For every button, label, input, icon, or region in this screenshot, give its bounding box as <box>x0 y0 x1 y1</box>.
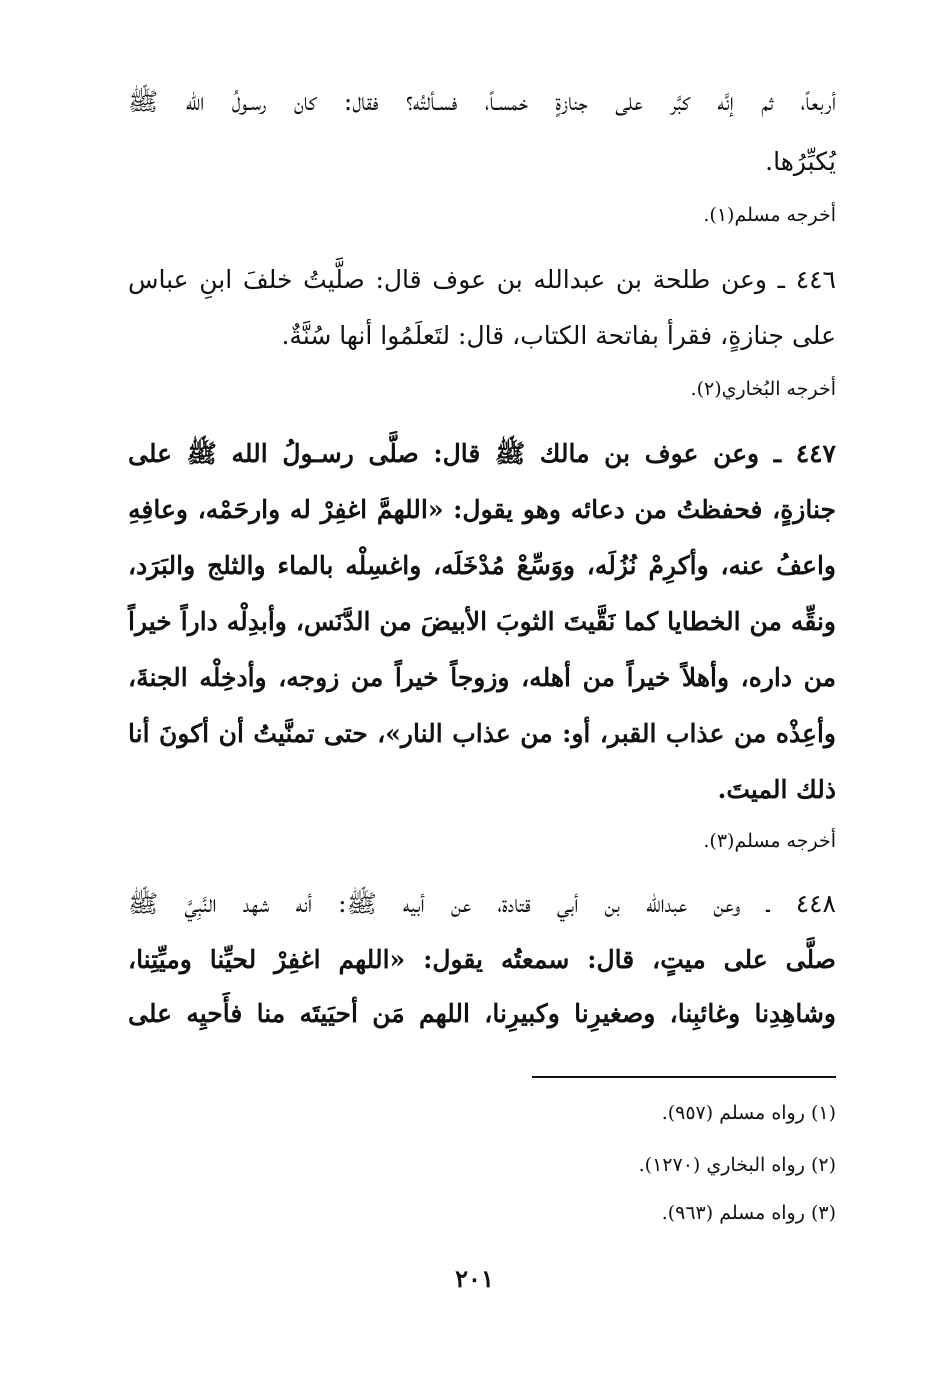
page-number: ٢٠١ <box>455 1264 494 1293</box>
footnote: (٣) رواه مسلم (٩٦٣). <box>661 1202 836 1224</box>
footnote: (٢) رواه البخاري (١٢٧٠). <box>638 1154 836 1176</box>
text-line: أربعاً، ثم إنَّه كبَّر على جنازةٍ خمسـاً، فسـألتُه؟ فقال: كان رسـولُ الله ﷺ <box>128 87 836 116</box>
text-line: ٤٤٦ ـ وعن طلحة بن عبدالله بن عوف قال: صلَّيتُ خلفَ ابنِ عباس <box>128 265 836 294</box>
footnote-divider <box>532 1076 836 1078</box>
source-note: أخرجه مسلم(٣). <box>703 830 836 852</box>
text-line: يُكبِّرُها. <box>765 147 836 176</box>
source-note: أخرجه البُخاري(٢). <box>690 378 836 400</box>
text-line: جنازةٍ، فحفظتُ من دعائه وهو يقول: «اللهمَّ اغفِرْ له وارحَمْه، وعافِهِ <box>128 495 836 524</box>
text-line: على جنازةٍ، فقرأ بفاتحة الكتاب، قال: لتَعلَمُوا أنها سُنَّةٌ. <box>281 321 836 350</box>
text-line: ٤٤٨ ـ وعن عبدالله بن أبي قتادة، عن أبيه ﷺ: أنه شهد النَّبِيَّ ﷺ <box>128 889 836 918</box>
text-line: من داره، وأهلاً خيراً من أهله، وزوجاً خيراً من زوجه، وأدخِلْه الجنةَ، <box>128 663 836 692</box>
source-note: أخرجه مسلم(١). <box>703 204 836 226</box>
text-line: واعفُ عنه، وأكرِمْ نُزُلَه، ووَسِّعْ مُدْخَلَه، واغسِلْه بالماء والثلج والبَرَد، <box>128 551 836 580</box>
text-line: وشاهِدِنا وغائبِنا، وصغيرِنا وكبيرِنا، اللهم مَن أحيَيتَه منا فأَحيِه على <box>128 999 836 1028</box>
text-line: ونقِّه من الخطايا كما نَقَّيتَ الثوبَ الأبيضَ من الدَّنَس، وأبدِلْه داراً خيراً <box>128 607 836 636</box>
footnote: (١) رواه مسلم (٩٥٧). <box>661 1102 836 1124</box>
text-line: ذلك الميتَ. <box>717 775 836 804</box>
text-line: صلَّى على ميتٍ، قال: سمعتُه يقول: «اللهم اغفِرْ لحيِّنا وميِّتِنا، <box>128 945 836 974</box>
text-line: ٤٤٧ ـ وعن عوف بن مالك ﷺ قال: صلَّى رسـولُ الله ﷺ على <box>128 439 836 468</box>
text-line: وأعِذْه من عذاب القبر، أو: من عذاب النار»، حتى تمنَّيتُ أن أكونَ أنا <box>128 719 836 748</box>
